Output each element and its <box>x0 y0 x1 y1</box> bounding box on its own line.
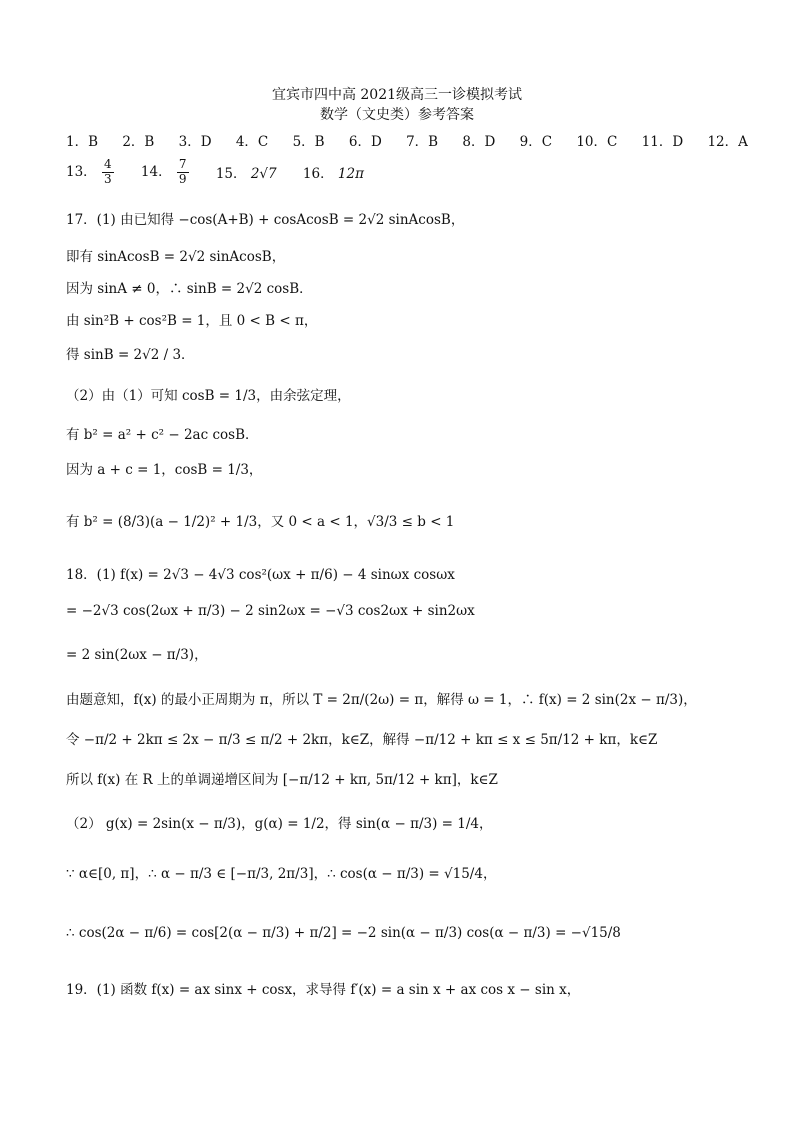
solution-line: 17．(1) 由已知得 −cos(A+B) + cosAcosB = 2√2 sinAcosB， <box>66 212 465 228</box>
solution-line: 由 sin²B + cos²B = 1，且 0 < B < π， <box>66 313 318 329</box>
fill-answer-value: 2√7 <box>250 166 277 183</box>
solution-line: 因为 a + c = 1，cosB = 1/3， <box>66 462 263 478</box>
fraction <box>102 158 114 187</box>
solution-line: ∴ cos(2α − π/6) = cos[2(α − π/3) + π/2] = −2 sin(α − π/3) cos(α − π/3) = −√15/8 <box>66 925 621 941</box>
solution-line: 有 b² = a² + c² − 2ac cosB． <box>66 427 259 443</box>
fill-answer-13 <box>66 158 115 187</box>
choice-answer: 11．D <box>641 134 684 150</box>
solution-line: 18．(1) f(x) = 2√3 − 4√3 cos²(ωx + π/6) − 4 sinωx cosωx <box>66 567 455 583</box>
fill-answer-15 <box>216 162 277 182</box>
solution-line: ∵ α∈[0, π]，∴ α − π/3 ∈ [−π/3, 2π/3]，∴ cos(α − π/3) = √15/4， <box>66 866 497 882</box>
choice-answer: 9．C <box>519 134 553 150</box>
fraction-denominator: 9 <box>178 171 187 186</box>
choice-answers-row <box>66 130 768 150</box>
fraction-denominator: 3 <box>103 171 112 186</box>
fill-answer-14 <box>141 158 190 187</box>
solution-line: （2）由（1）可知 cosB = 1/3，由余弦定理， <box>66 388 351 404</box>
solution-line: 即有 sinAcosB = 2√2 sinAcosB， <box>66 249 286 265</box>
fill-answer-16 <box>303 162 364 182</box>
fraction-numerator: 7 <box>178 157 187 171</box>
choice-answer: 4．C <box>235 134 269 150</box>
fill-answer-value: 12π <box>337 166 364 183</box>
choice-answer: 6．D <box>348 134 382 150</box>
solution-line: 19．(1) 函数 f(x) = ax sinx + cosx，求导得 f′(x) = a sin x + ax cos x − sin x， <box>66 982 581 998</box>
choice-answer: 8．D <box>462 134 496 150</box>
choice-answer: 10．C <box>576 134 618 150</box>
page-subtitle: 数学（文史类）参考答案 <box>320 107 474 123</box>
choice-answer: 3．D <box>178 134 212 150</box>
choice-answer: 7．B <box>406 134 439 150</box>
solution-line: （2） g(x) = 2sin(x − π/3)，g(α) = 1/2，得 sin(α − π/3) = 1/4， <box>66 816 493 832</box>
solution-line: 由题意知，f(x) 的最小正周期为 π，所以 T = 2π/(2ω) = π，解得 ω = 1，∴ f(x) = 2 sin(2x − π/3)， <box>66 692 697 708</box>
fill-answer-label: 16． <box>302 166 334 183</box>
solution-line: 令 −π/2 + 2kπ ≤ 2x − π/3 ≤ π/2 + 2kπ，k∈Z，解得 −π/12 + kπ ≤ x ≤ 5π/12 + kπ，k∈Z <box>66 732 658 748</box>
solution-line: 因为 sinA ≠ 0，∴ sinB = 2√2 cosB． <box>66 281 313 297</box>
fill-answer-label: 13． <box>66 163 97 180</box>
solution-line: = 2 sin(2ωx − π/3)， <box>66 647 208 663</box>
fill-answers-row <box>66 158 386 187</box>
solution-line: 得 sinB = 2√2 / 3． <box>66 347 195 363</box>
page-title: 宜宾市四中高 2021级高三一诊模拟考试 <box>271 87 523 103</box>
solution-line: 有 b² = (8/3)(a − 1/2)² + 1/3，又 0 < a < 1，√3/3 ≤ b < 1 <box>66 514 455 530</box>
fraction-numerator: 4 <box>103 157 112 171</box>
choice-answer: 12．A <box>707 134 748 150</box>
fill-answer-label: 14． <box>140 163 172 180</box>
choice-answer: 1．B <box>66 134 99 150</box>
choice-answer: 5．B <box>292 134 325 150</box>
choice-answer: 2．B <box>122 134 155 150</box>
solution-line: = −2√3 cos(2ωx + π/3) − 2 sin2ωx = −√3 cos2ωx + sin2ωx <box>66 603 475 619</box>
fill-answer-label: 15． <box>215 166 247 183</box>
solution-line: 所以 f(x) 在 R 上的单调递增区间为 [−π/12 + kπ, 5π/12 + kπ]，k∈Z <box>66 772 498 788</box>
fraction <box>177 158 189 187</box>
